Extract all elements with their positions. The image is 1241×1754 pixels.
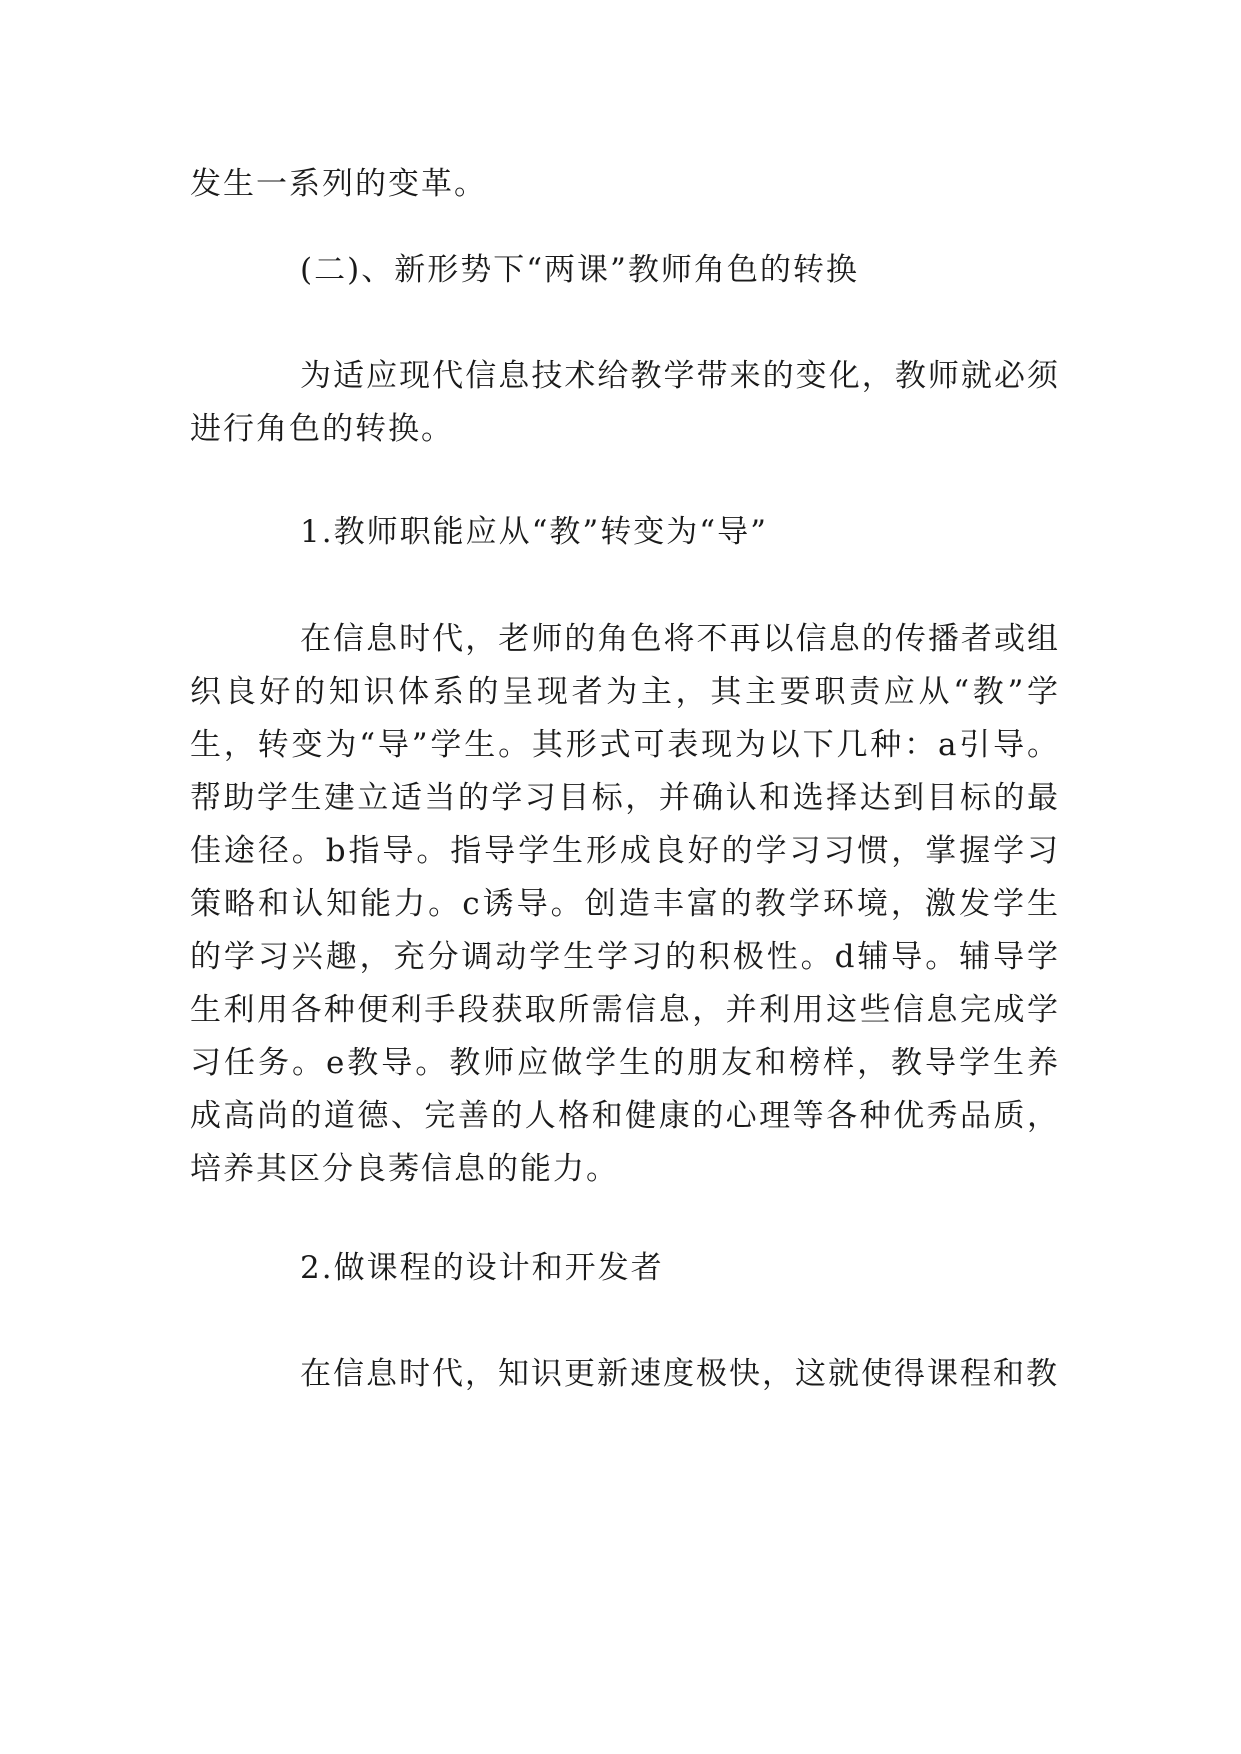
section-heading-teacher-role: (二)、新形势下“两课”教师角色的转换 [300, 252, 859, 288]
paragraph-guide-body: 在信息时代，老师的角色将不再以信息的传播者或组织良好的知识体系的呈现者为主，其主要职责应从“教”学生，转变为“导”学生。其形式可表现为以下几种：a引导。帮助学生建立适当的学习目标，并确认和选择达到目标的最佳途径。b指导。指导学生形成良好的学习习惯，掌握学习策略和认知能力。c诱导。创造丰富的教学环境，激发学生的学习兴趣，充分调动学生学习的积极性。d辅导。辅导学生利用各种便利手段获取所需信息，并利用这些信息完成学习任务。e教导。教师应做学生的朋友和榜样，教导学生养成高尚的道德、完善的人格和健康的心理等各种优秀品质，培养其区分良莠信息的能力。 [190, 621, 1060, 1187]
paragraph-continuation: 发生一系列的变革。 [190, 166, 487, 202]
subheading-guide: 1.教师职能应从“教”转变为“导” [300, 514, 768, 550]
subheading-curriculum-designer: 2.做课程的设计和开发者 [300, 1250, 664, 1286]
paragraph-intro: 为适应现代信息技术给教学带来的变化，教师就必须进行角色的转换。 [190, 358, 1060, 447]
paragraph-curriculum-body: 在信息时代，知识更新速度极快，这就使得课程和教 [300, 1356, 1059, 1392]
